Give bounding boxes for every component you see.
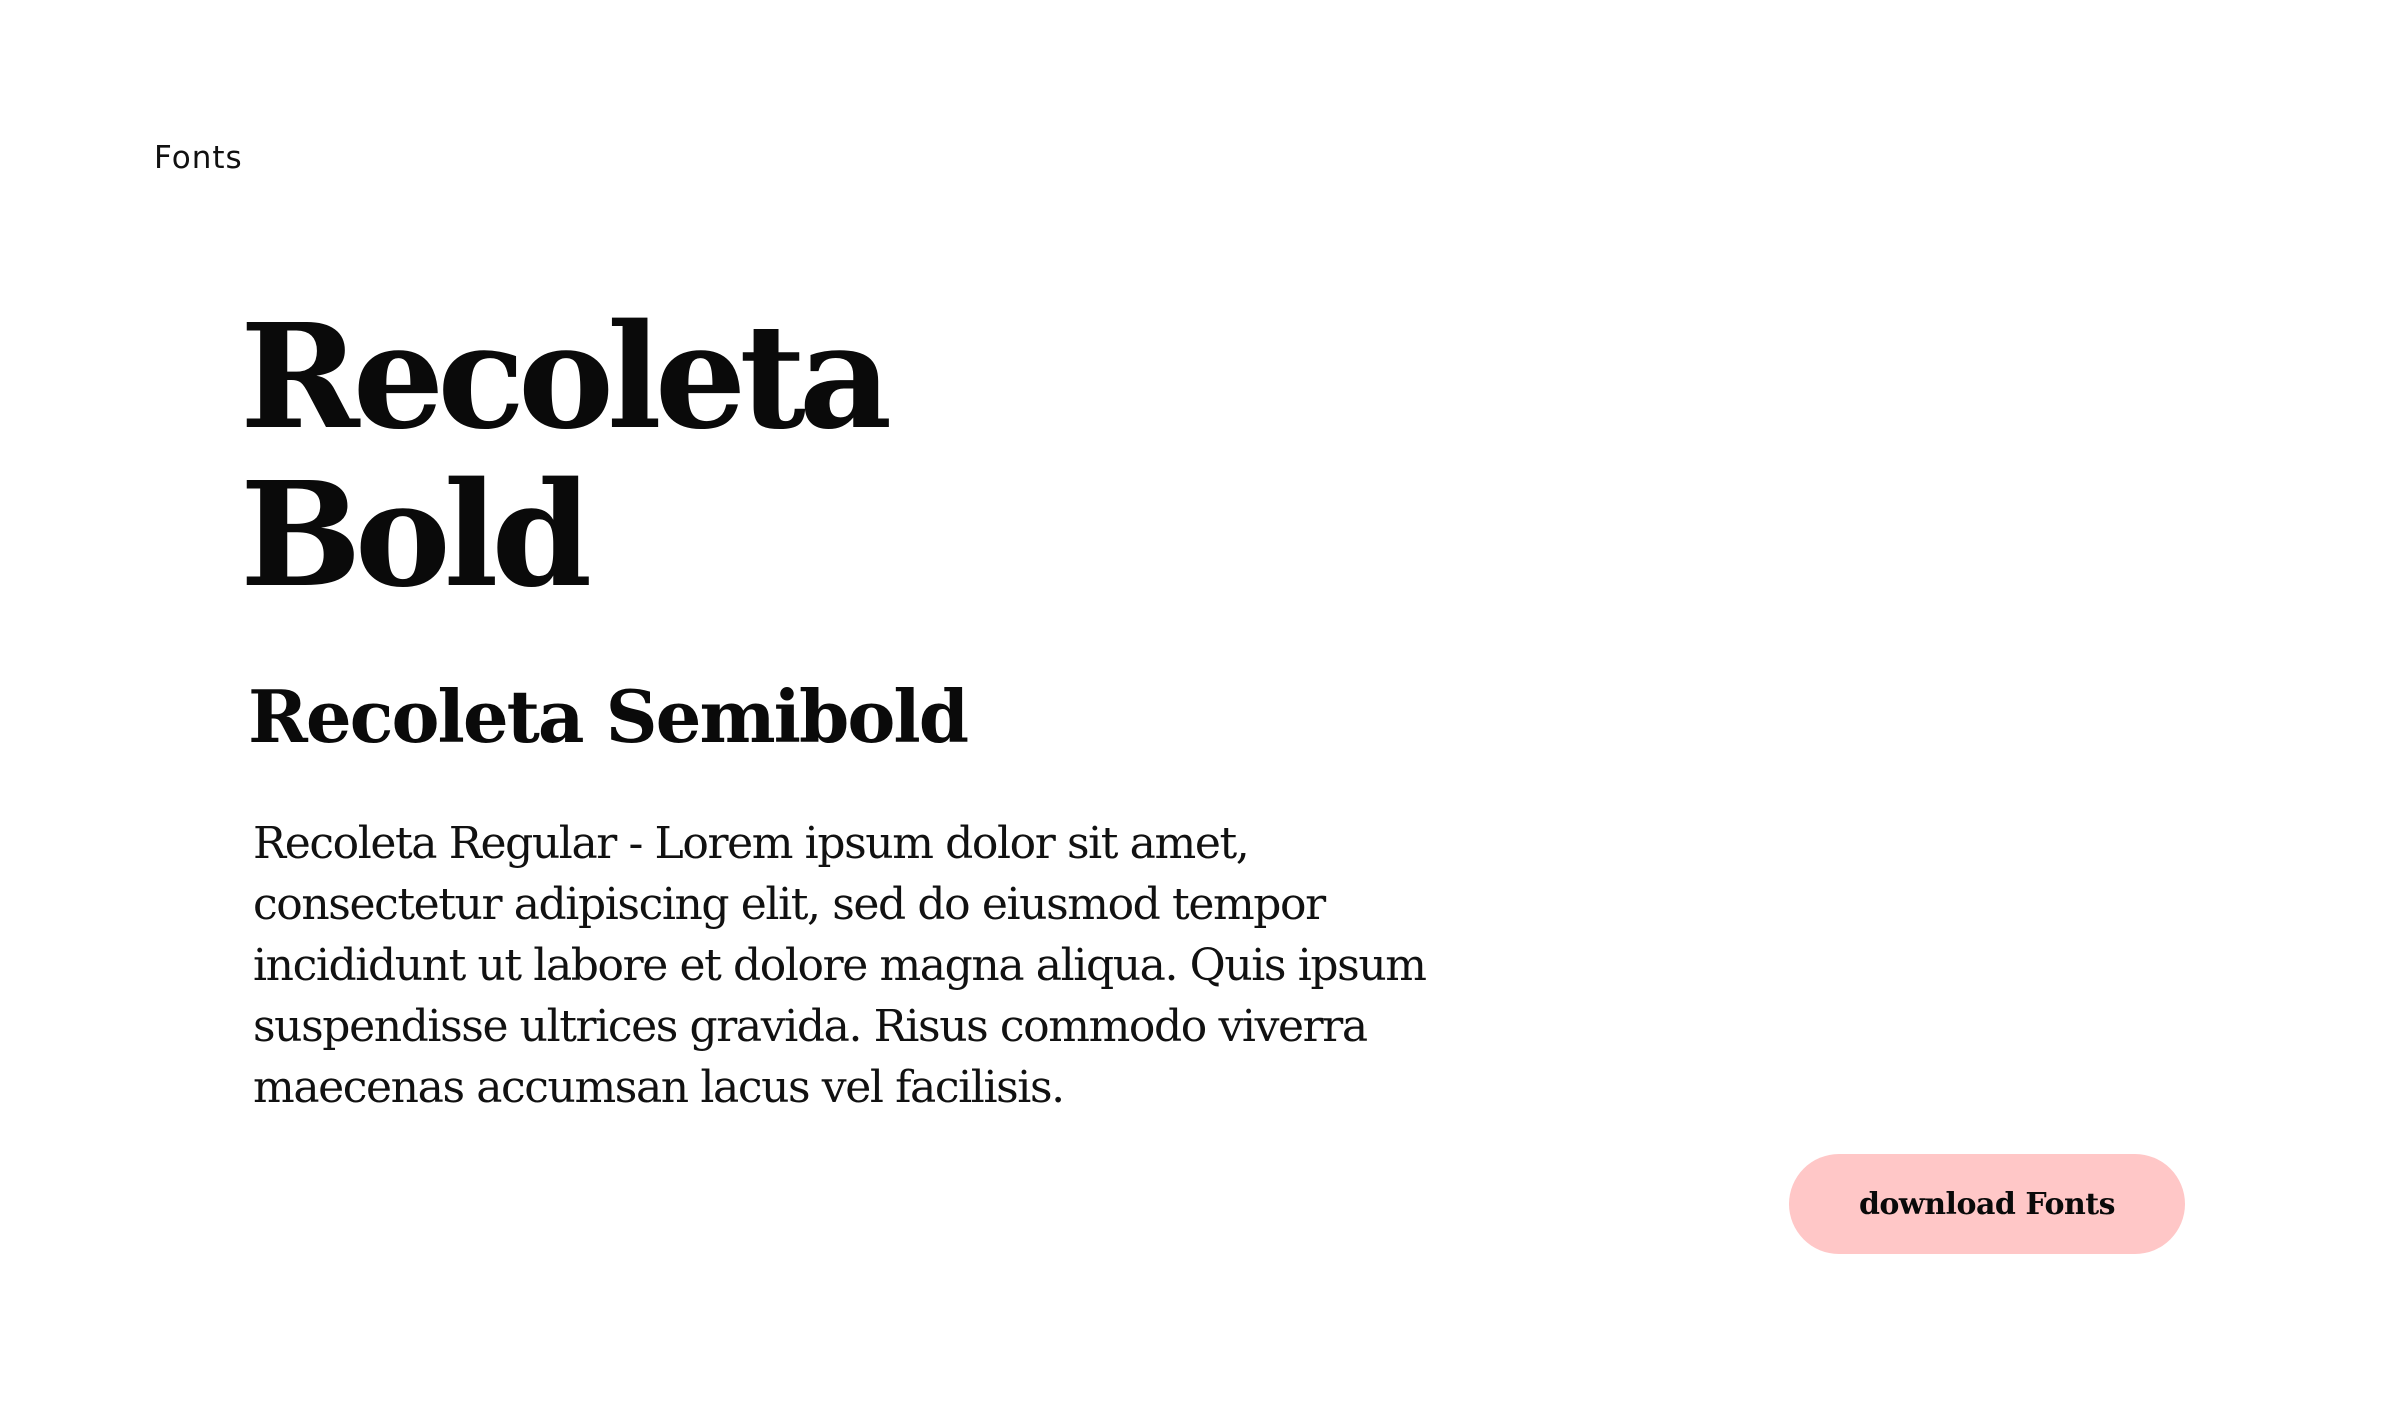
font-specimen-bold bbox=[240, 292, 886, 619]
font-specimen-bold-line-1: Recoleta bbox=[240, 292, 886, 461]
font-specimen-semibold: Recoleta Semibold bbox=[248, 674, 968, 759]
font-specimen-bold-line-2: Bold bbox=[240, 450, 586, 619]
font-specimen-regular-paragraph: Recoleta Regular - Lorem ipsum dolor sit amet, consectetur adipiscing elit, sed do eiusmod tempor incididunt ut labore et dolore magna aliqua. Quis ipsum suspendisse ultrices gravida. Risus commodo viverra maecenas accumsan lacus vel facilisis. bbox=[253, 818, 1426, 1113]
section-label: Fonts bbox=[154, 140, 243, 176]
download-fonts-button[interactable]: download Fonts bbox=[1789, 1154, 2185, 1254]
